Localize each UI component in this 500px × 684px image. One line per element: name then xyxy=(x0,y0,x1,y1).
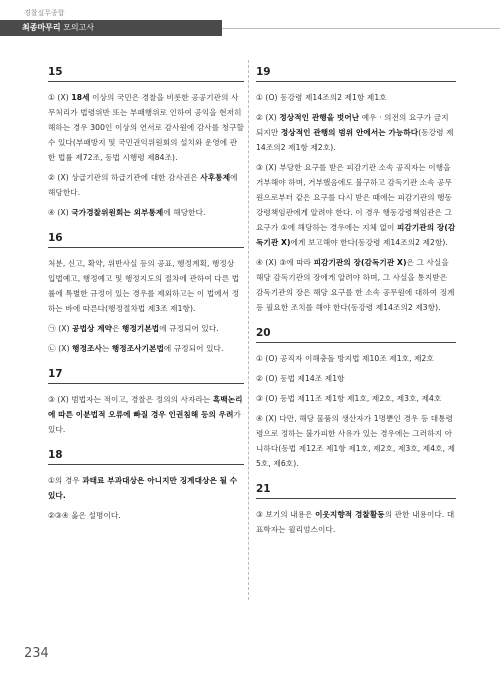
text: ㉡ (X) xyxy=(48,344,73,353)
explanation-item xyxy=(48,508,244,523)
bold-text: 공법상 계약 xyxy=(72,324,113,333)
text: ② (X) xyxy=(256,113,280,122)
explanation-item xyxy=(48,473,244,503)
explanation-item xyxy=(256,255,456,315)
question-16 xyxy=(48,232,244,356)
explanation-item xyxy=(256,411,456,471)
bold-text: 행정기본법 xyxy=(122,324,160,333)
explanation-item xyxy=(256,371,456,386)
section-tag-rest: 모의고사 xyxy=(60,23,95,32)
bold-text: 18세 xyxy=(71,93,90,102)
text: ③ (X) 범법자는 적이고, 경찰은 정의의 사자라는 xyxy=(48,395,213,404)
explanation-item xyxy=(256,90,456,105)
question-19 xyxy=(256,66,456,315)
bold-text: 과태료 부과대상은 아니지만 징계대상은 될 수 있다. xyxy=(48,476,238,500)
text: ③ (X) 부당한 요구를 받은 피감기관 소속 공직자는 이행을 거부해야 하며, 거부했음에도 불구하고 감독기관 소속 공무원으로부터 같은 요구를 다시 받은 때에는 피감기관의 행동강령책임관에게 알려야 한다. 이 경우 행동강령책임관은 그 요구가 ①에 해당하는 경우에는 지체 없이 xyxy=(256,163,453,232)
explanation-item xyxy=(48,205,244,220)
bold-text: 사후통제 xyxy=(200,173,231,182)
question-21 xyxy=(256,483,456,537)
explanation-item xyxy=(48,392,244,437)
text: (동강령 제14조의2 제1항 제2호). xyxy=(256,128,454,152)
bold-text: 정상적인 관행의 범위 안에서는 가능하다 xyxy=(280,128,419,137)
text: ④ (X) xyxy=(48,208,72,217)
explanation-item xyxy=(48,256,244,316)
text: 에게 보고해야 한다(동강령 제14조의2 제2항). xyxy=(290,238,448,247)
right-column xyxy=(256,66,456,549)
explanation-item xyxy=(48,341,244,356)
explanation-item xyxy=(256,110,456,155)
text: ②③④ 옳은 설명이다. xyxy=(48,511,121,520)
text: 의 관한 내용이다. 대표학자는 윌리엄스이다. xyxy=(256,510,455,534)
section-tag-bold: 최종마무리 xyxy=(22,23,61,32)
text: 에 규정되어 있다. xyxy=(159,324,219,333)
question-number: 21 xyxy=(256,483,456,499)
question-number: 18 xyxy=(48,449,244,465)
bold-text: 이웃지향적 경찰활동 xyxy=(315,510,385,519)
text: ④ (X) 다만, 해당 물품의 생산자가 1명뿐인 경우 등 대통령령으로 정하는 불가피한 사유가 있는 경우에는 그러하지 아니하다(동법 제12조 제1항 제1호, 제2호, 제3호, 제4호, 제5호, 제6호). xyxy=(256,414,456,468)
bold-text: 흑백논리에 따른 이분법적 오류에 빠질 경우 인권침해 등의 우려 xyxy=(48,395,243,419)
column-divider xyxy=(248,60,249,600)
explanation-item xyxy=(256,351,456,366)
text: 에 해당한다. xyxy=(48,173,238,197)
bold-text: 국가경찰위원회는 외부통제 xyxy=(71,208,164,217)
bold-text: 행정조사 xyxy=(72,344,102,353)
text: ③ (O) 동법 제11조 제1항 제1호, 제2호, 제3호, 제4호 xyxy=(256,394,442,403)
text: 에 해당한다. xyxy=(163,208,206,217)
text: ② (X) 상급기관의 하급기관에 대한 감사권은 xyxy=(48,173,201,182)
explanation-item xyxy=(256,391,456,406)
text: ③ 보기의 내용은 xyxy=(256,510,316,519)
question-17 xyxy=(48,368,244,437)
question-number: 15 xyxy=(48,66,244,82)
bold-text: 정상적인 관행을 벗어난 xyxy=(279,113,360,122)
book-category: 경찰실무종합 xyxy=(24,9,65,17)
left-column xyxy=(48,66,244,535)
explanation-item xyxy=(48,170,244,200)
text: 예우 · 의전의 요구가 금지되지만 xyxy=(256,113,449,137)
question-18 xyxy=(48,449,244,523)
bold-text: 행정조사기본법 xyxy=(111,344,164,353)
header-rule xyxy=(222,28,500,29)
question-20 xyxy=(256,327,456,471)
text: 에 규정되어 있다. xyxy=(163,344,224,353)
text: ①의 경우 xyxy=(48,476,83,485)
text: 가 있다. xyxy=(48,410,241,434)
explanation-item xyxy=(256,160,456,250)
text: 처분, 신고, 확약, 위반사실 등의 공표, 행정계획, 행정상 입법예고, 행정예고 및 행정지도의 절차에 관하여 다른 법률에 특별한 규정이 있는 경우를 제외하고는 이 법에서 정하는 바에 따른다(행정절차법 제3조 제1항). xyxy=(48,259,240,313)
text: ① (O) 공직자 이해충돌 방지법 제10조 제1호, 제2호 xyxy=(256,354,434,363)
explanation-item xyxy=(256,507,456,537)
text: ① (O) 동강령 제14조의2 제1항 제1호 xyxy=(256,93,387,102)
bold-text: 피감기관의 장(감독기관 X) xyxy=(256,223,456,247)
bold-text: 피감기관의 장(감독기관 X) xyxy=(313,258,407,267)
text: 이상의 국민은 경찰을 비롯한 공공기관의 사무처리가 법령위반 또는 부패행위로 인하여 공익을 현저히 해하는 경우 300인 이상의 연서로 감사원에 감사를 청구할 수 있다(부패방지 및 국민권익위원회의 설치와 운영에 관한 법률 제72조, 동법 시행령 제84조). xyxy=(48,93,244,162)
text: ㉠ (X) xyxy=(48,324,73,333)
question-number: 20 xyxy=(256,327,456,343)
question-number: 16 xyxy=(48,232,244,248)
text: 은 xyxy=(112,324,123,333)
text: ② (O) 동법 제14조 제1항 xyxy=(256,374,345,383)
explanation-item xyxy=(48,321,244,336)
question-15 xyxy=(48,66,244,220)
text: ④ (X) ③에 따라 xyxy=(256,258,314,267)
text: 는 xyxy=(101,344,112,353)
section-tag xyxy=(0,20,222,36)
text: 은 그 사실을 해당 감독기관의 장에게 알려야 하며, 그 사실을 통지받은 감독기관의 장은 해당 요구를 한 소속 공무원에 대하여 징계 등 필요한 조치를 해야 한다(동강령 제14조의2 제3항). xyxy=(256,258,455,312)
page-number: 234 xyxy=(24,646,49,661)
question-number: 17 xyxy=(48,368,244,384)
text: ① (X) xyxy=(48,93,72,102)
explanation-item xyxy=(48,90,244,165)
question-number: 19 xyxy=(256,66,456,82)
